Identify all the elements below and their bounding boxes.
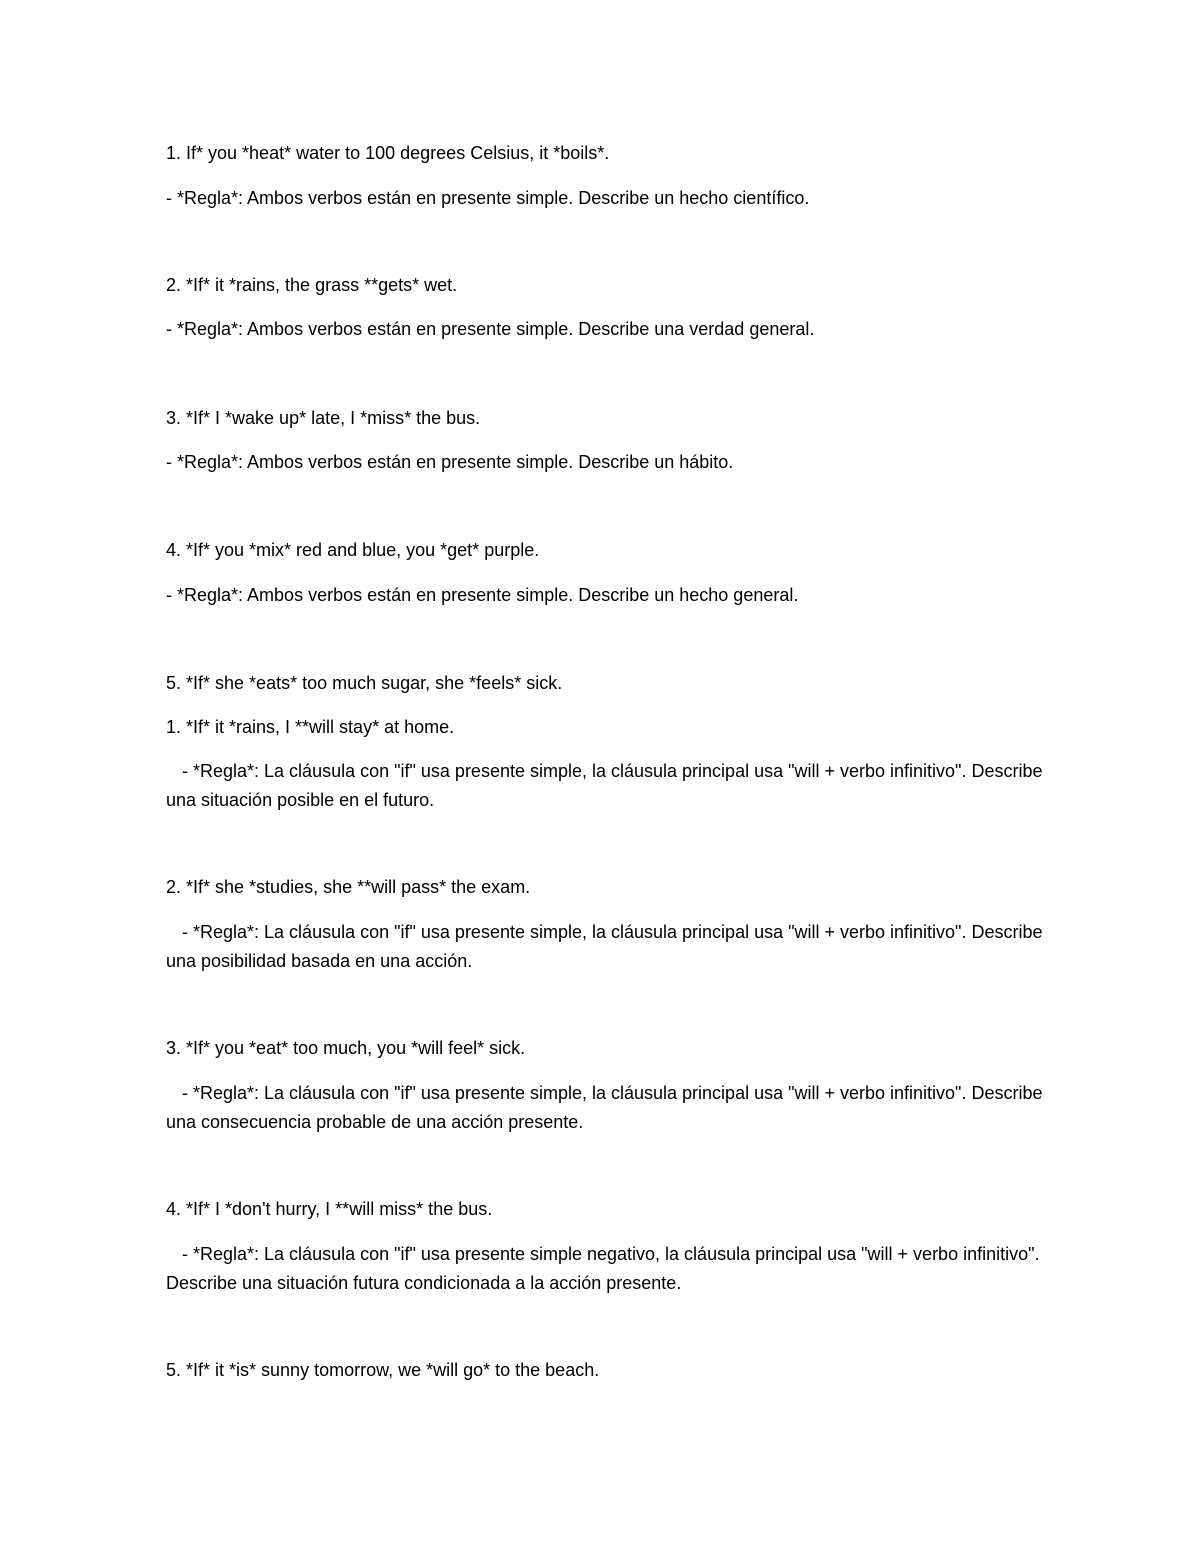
example-sentence: 3. *If* you *eat* too much, you *will feel* sick.	[166, 1038, 526, 1058]
rule-text: - *Regla*: Ambos verbos están en presente simple. Describe una verdad general.	[166, 319, 815, 339]
example-sentence: 4. *If* I *don't hurry, I **will miss* the bus.	[166, 1199, 493, 1219]
rule-explanation	[166, 187, 809, 209]
rule-explanation	[166, 318, 814, 340]
rule-text: - *Regla*: La cláusula con "if" usa presente simple negativo, la cláusula principal usa "will + verbo infinitivo". Describe una situación futura condicionada a la acción presente.	[166, 1244, 1040, 1293]
rule-explanation	[166, 584, 798, 606]
rule-text: - *Regla*: Ambos verbos están en presente simple. Describe un hecho general.	[166, 585, 799, 605]
example-sentence: 4. *If* you *mix* red and blue, you *get* purple.	[166, 540, 540, 560]
rule-text: - *Regla*: Ambos verbos están en presente simple. Describe un hábito.	[166, 452, 734, 472]
example-sentence: 1. *If* it *rains, I **will stay* at home.	[166, 717, 455, 737]
example-sentence: 3. *If* I *wake up* late, I *miss* the bus.	[166, 408, 481, 428]
rule-explanation	[166, 1240, 1046, 1298]
rule-explanation	[166, 918, 1046, 976]
rule-text: - *Regla*: La cláusula con "if" usa presente simple, la cláusula principal usa "will + verbo infinitivo". Describe una consecuencia probable de una acción presente.	[166, 1083, 1043, 1132]
example-sentence: 2. *If* it *rains, the grass **gets* wet.	[166, 275, 458, 295]
rule-explanation	[166, 757, 1046, 815]
example-sentence: 5. *If* she *eats* too much sugar, she *feels* sick.	[166, 673, 563, 693]
rule-text: - *Regla*: La cláusula con "if" usa presente simple, la cláusula principal usa "will + verbo infinitivo". Describe una posibilidad basada en una acción.	[166, 922, 1043, 971]
example-sentence: 1. If* you *heat* water to 100 degrees Celsius, it *boils*.	[166, 143, 610, 163]
rule-text: - *Regla*: Ambos verbos están en presente simple. Describe un hecho científico.	[166, 188, 810, 208]
rule-explanation	[166, 1079, 1046, 1137]
rule-explanation	[166, 451, 733, 473]
example-sentence: 2. *If* she *studies, she **will pass* the exam.	[166, 877, 531, 897]
example-sentence: 5. *If* it *is* sunny tomorrow, we *will go* to the beach.	[166, 1360, 600, 1380]
rule-text: - *Regla*: La cláusula con "if" usa presente simple, la cláusula principal usa "will + verbo infinitivo". Describe una situación posible en el futuro.	[166, 761, 1043, 810]
